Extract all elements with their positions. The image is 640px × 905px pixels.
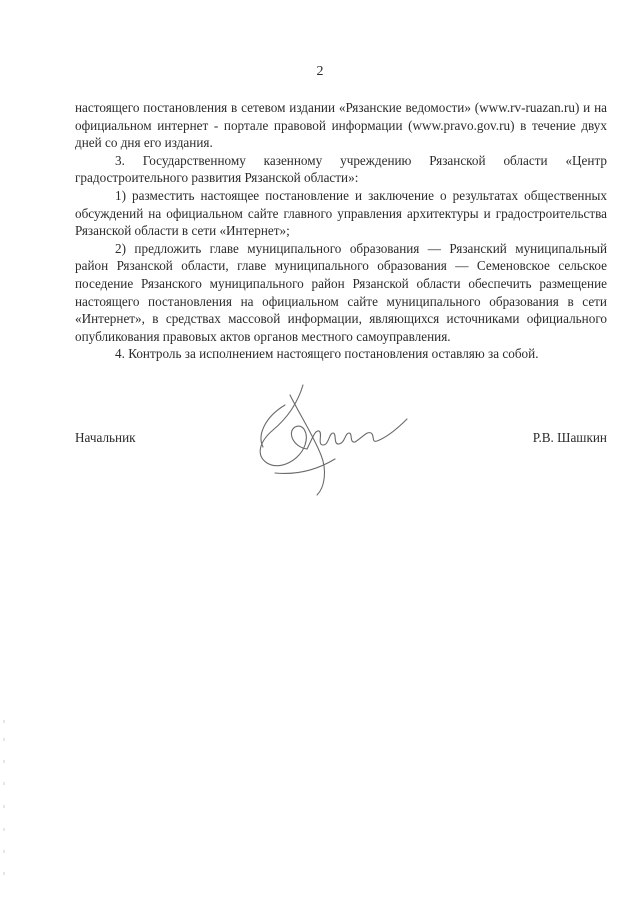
paragraph-publication: настоящего постановления в сетевом издании «Рязанские ведомости» (www.rv-ruazan.ru) и на официальном интернет - портале правовой информации (www.pravo.gov.ru) в течение двух дней со дня его издания. — [75, 100, 607, 151]
paragraph-subitem-1: 1) разместить настоящее постановление и заключение о результатах общественных обсуждений на официальном сайте главного управления архитектуры и градостроительства Рязанской области в сети «Интернет»; — [75, 187, 607, 239]
paragraph-subitem-2: 2) предложить главе муниципального образования — Рязанский муниципальный район Рязанской области, главе муниципального образования — Семеновское сельское поседение Рязанского муниципального район Рязанской области обеспечить размещение настоящего постановления на официальном сайте муниципального образования в сети «Интернет», в средствах массовой информации, являющихся источниками официального опубликования правовых актов органов местного самоуправления. — [75, 240, 607, 344]
paragraph-item-4: 4. Контроль за исполнением настоящего постановления оставляю за собой. — [115, 346, 539, 362]
signature-row — [75, 430, 607, 450]
signatory-name: Р.В. Шашкин — [532, 430, 607, 445]
paragraph-item-3: 3. Государственному казенному учреждению Рязанской области «Центр градостроительного развития Рязанской области»: — [75, 152, 607, 186]
signatory-title: Начальник — [75, 430, 136, 445]
page-number: 2 — [316, 64, 324, 79]
document-body — [75, 99, 607, 363]
scan-margin-marks — [2, 720, 6, 890]
